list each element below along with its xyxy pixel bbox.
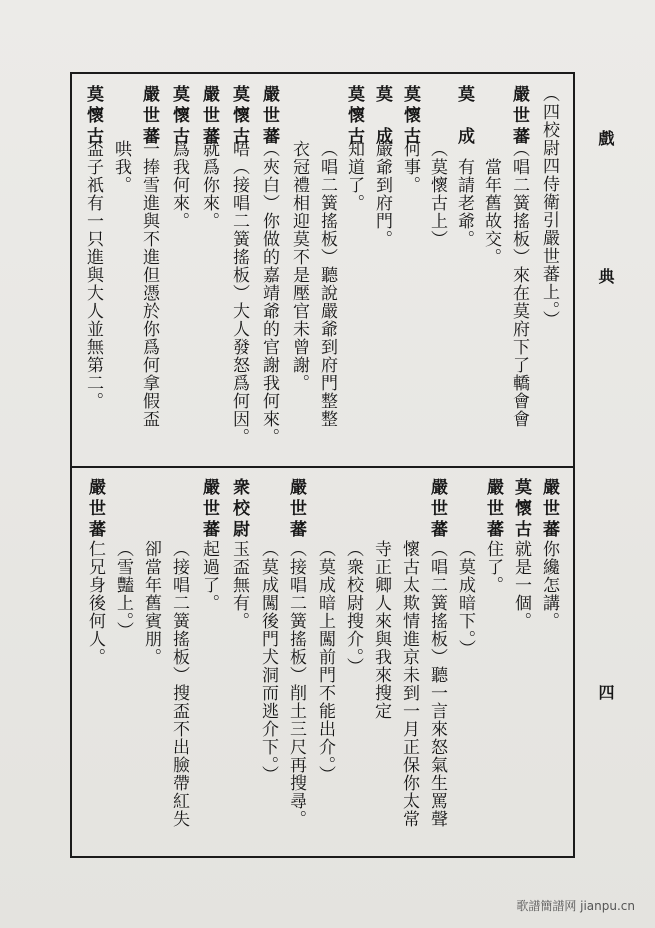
section-divider — [70, 466, 575, 468]
page-number: 四 — [596, 684, 615, 700]
bottom-line-2-speaker: 莫懷古 — [511, 478, 531, 541]
top-line-12-text: 唔（接唱二簧搖板）大人發怒爲何因。 — [229, 140, 249, 446]
bottom-line-4-text: （莫成暗下。） — [455, 540, 475, 658]
top-line-12-speaker: 莫懷古 — [229, 85, 249, 148]
bottom-line-3-text: 住了。 — [483, 540, 503, 594]
top-line-9-text: （唱二簧搖板）聽說嚴爺到府門整整 — [317, 140, 337, 428]
top-line-13-speaker: 嚴世蕃 — [199, 85, 219, 148]
bottom-line-13-speaker: 嚴世蕃 — [199, 478, 219, 541]
running-title-2: 典 — [596, 268, 615, 284]
bottom-line-14-text: （接唱二簧搖板）搜盃不出臉帶紅失 — [169, 540, 189, 828]
bottom-line-9-text: （莫成暗上闖前門不能出介。） — [315, 540, 335, 784]
top-line-6-speaker: 莫懷古 — [400, 85, 420, 148]
bottom-line-10-speaker: 嚴世蕃 — [286, 478, 306, 541]
bottom-line-17-speaker: 嚴世蕃 — [85, 478, 105, 541]
bottom-line-16-text: （雪豔上。） — [113, 540, 133, 640]
bottom-line-5-text: （唱二簧搖板）聽一言來怒氣生罵聲 — [427, 540, 447, 828]
bottom-line-6-text: 懷古太欺情進京未到一月正保你太常 — [399, 540, 419, 828]
bottom-line-12-speaker: 衆校尉 — [229, 478, 249, 541]
site-watermark: 歌譜簡譜网 jianpu.cn — [516, 899, 635, 913]
top-line-2-speaker: 嚴世蕃 — [509, 85, 529, 148]
top-line-8-speaker: 莫懷古 — [344, 85, 364, 148]
bottom-line-2-text: 就是一個。 — [511, 540, 531, 630]
bottom-line-3-speaker: 嚴世蕃 — [483, 478, 503, 541]
bottom-line-10-text: （接唱二簧搖板）削土三尺再搜尋。 — [286, 540, 306, 828]
bottom-line-7-text: 寺正卿人來與我來搜定 — [371, 540, 391, 720]
top-line-5-speaker: 莫 成 — [454, 85, 474, 148]
top-line-15-speaker: 嚴世蕃 — [139, 85, 159, 148]
top-line-10-text: 衣冠禮相迎莫不是壓官未曾謝。 — [289, 140, 309, 392]
top-line-15-text: 一捧雪進與不進但憑於你爲何拿假盃 — [139, 140, 159, 428]
running-title-1: 戲 — [596, 130, 615, 146]
top-line-14-text: 爲我何來。 — [169, 140, 189, 230]
top-line-11-text: （夾白）你做的嘉靖爺的官謝我何來。 — [259, 140, 279, 446]
top-line-4-text: 有請老爺。 — [454, 158, 474, 248]
top-line-7-speaker: 莫 成 — [372, 85, 392, 148]
top-line-7-text: 嚴爺到府門。 — [372, 140, 392, 248]
bottom-line-1-text: 你纔怎講。 — [539, 540, 559, 630]
top-line-13-text: 就爲你來。 — [199, 140, 219, 230]
top-line-5-text: （莫懷古上） — [427, 140, 447, 248]
top-line-6-text: 何事。 — [400, 140, 420, 194]
bottom-line-12-text: 玉盃無有。 — [229, 540, 249, 630]
bottom-line-5-speaker: 嚴世蕃 — [427, 478, 447, 541]
top-line-16-text: 哄我。 — [111, 140, 131, 194]
top-line-8-text: 知道了。 — [344, 140, 364, 212]
top-line-1-text: （四校尉四侍衛引嚴世蕃上。） — [539, 85, 559, 329]
bottom-line-13-text: 起過了。 — [199, 540, 219, 612]
top-line-17-text: 盃子祇有一只進與大人並無第二。 — [83, 140, 103, 410]
bottom-line-1-speaker: 嚴世蕃 — [539, 478, 559, 541]
top-line-11-speaker: 嚴世蕃 — [259, 85, 279, 148]
top-line-14-speaker: 莫懷古 — [169, 85, 189, 148]
top-line-17-speaker: 莫懷古 — [83, 85, 103, 148]
top-line-2-text: （唱二簧搖板）來在莫府下了轎會會 — [509, 140, 529, 428]
bottom-line-11-text: （莫成闖後門犬洞而逃介下。） — [258, 540, 278, 784]
bottom-line-8-text: （衆校尉搜介。） — [343, 540, 363, 676]
bottom-line-17-text: 仁兄身後何人。 — [85, 540, 105, 666]
bottom-line-15-text: 卻當年舊賓朋。 — [141, 540, 161, 666]
top-line-3-text: 當年舊故交。 — [481, 158, 501, 266]
